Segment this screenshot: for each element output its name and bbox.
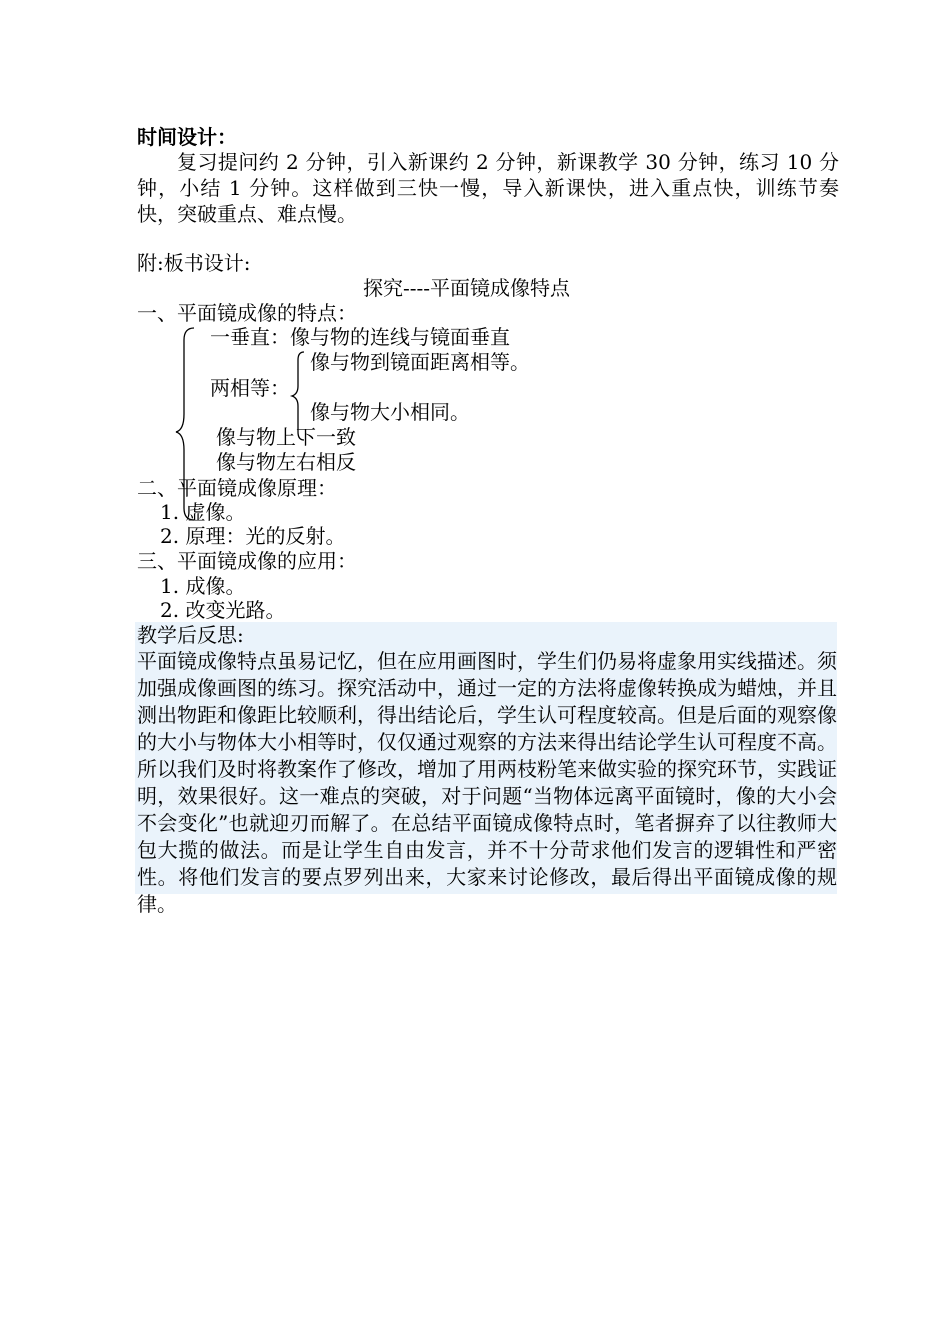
section1-heading: 一、平面镜成像的特点： (137, 301, 357, 325)
section3-item-2: 2. 改变光路。 (160, 598, 286, 622)
feature-line-updown: 像与物上下一致 (216, 425, 356, 449)
section3-item-1: 1. 成像。 (160, 574, 246, 598)
reflection-heading: 教学后反思: (137, 623, 244, 647)
two-equal-label: 两相等： (210, 376, 290, 400)
section3-heading: 三、平面镜成像的应用： (137, 549, 357, 573)
equal-distance-line: 像与物到镜面距离相等。 (310, 350, 530, 374)
time-design-body: 复习提问约 2 分钟，引入新课约 2 分钟，新课教学 30 分钟，练习 10 分钟，小结 1 分钟。这样做到三快一慢，导入新课快，进入重点快，训练节奏快，突破重点、难点慢。 (137, 150, 839, 226)
board-title: 探究----平面镜成像特点 (363, 276, 571, 300)
board-design-label: 附:板书设计: (137, 251, 251, 275)
time-design-heading: 时间设计： (137, 125, 237, 149)
feature-line-perpendicular: 一垂直：像与物的连线与镜面垂直 (210, 325, 510, 349)
equal-size-line: 像与物大小相同。 (310, 400, 470, 424)
feature-line-leftright: 像与物左右相反 (216, 450, 356, 474)
reflection-body: 平面镜成像特点虽易记忆，但在应用画图时，学生们仍易将虚象用实线描述。须加强成像画图的练习。探究活动中，通过一定的方法将虚像转换成为蜡烛，并且测出物距和像距比较顺利，得出结论后，学生认可程度较高。但是后面的观察像的大小与物体大小相等时，仅仅通过观察的方法来得出结论学生认可程度不高。所以我们及时将教案作了修改，增加了用两枝粉笔来做实验的探究环节，实践证明，效果很好。这一难点的突破，对于问题“当物体远离平面镜时，像的大小会不会变化”也就迎刃而解了。在总结平面镜成像特点时，笔者摒弃了以往教师大包大揽的做法。而是让学生自由发言，并不十分苛求他们发言的逻辑性和严密性。将他们发言的要点罗列出来，大家来讨论修改，最后得出平面镜成像的规律。 (137, 649, 837, 916)
section2-item-2: 2. 原理：光的反射。 (160, 524, 346, 548)
section2-heading: 二、平面镜成像原理： (137, 476, 337, 500)
section2-item-1: 1. 虚像。 (160, 500, 246, 524)
